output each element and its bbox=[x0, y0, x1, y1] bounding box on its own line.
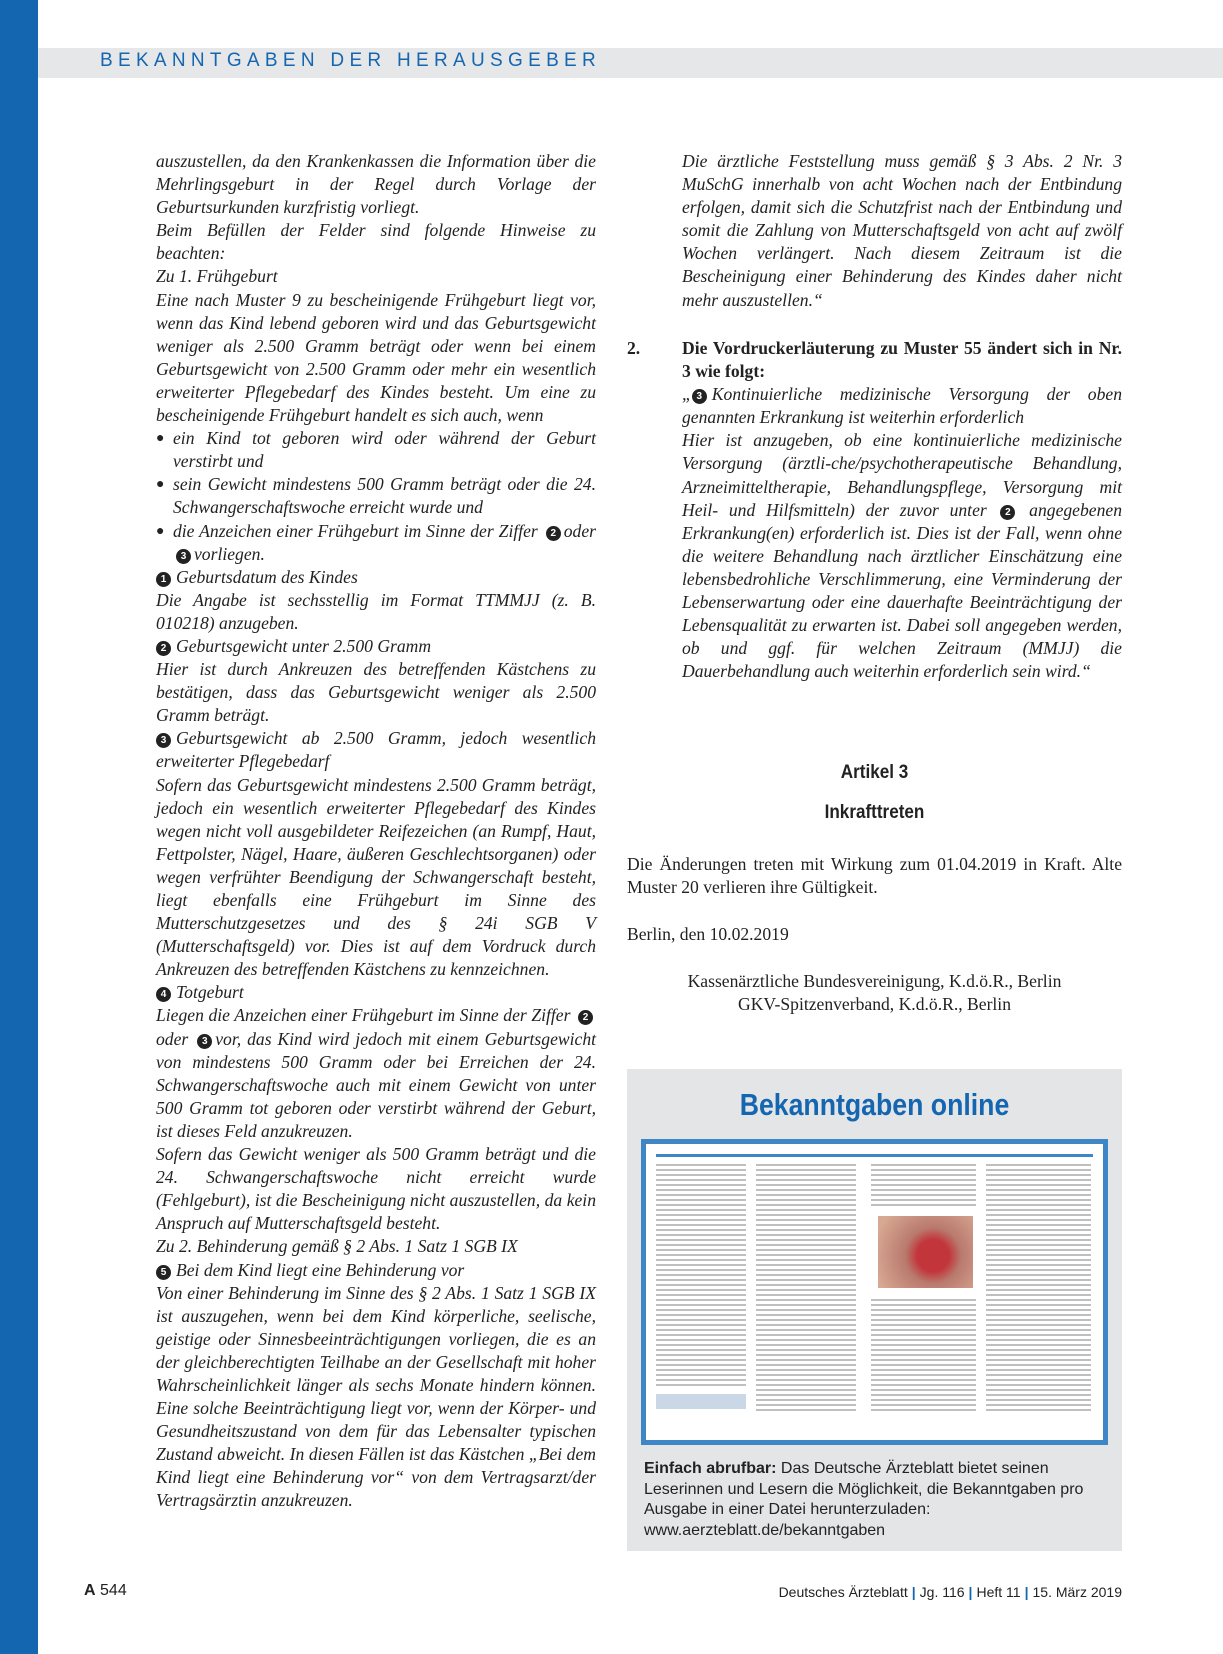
left-column bbox=[156, 150, 596, 1513]
paragraph: Sofern das Gewicht weniger als 500 Gramm beträgt und die 24. Schwangerschaftswoche nicht erreicht wurde (Fehlgeburt), ist die Bescheinigung nicht auszustellen, da kein Anspruch auf Mutterschaftsgeld besteht. bbox=[156, 1144, 596, 1234]
paragraph: Hier ist durch Ankreuzen des betreffenden Kästchens zu bestätigen, dass das Geburtsgewicht weniger als 2.500 Gramm beträgt. bbox=[156, 659, 596, 726]
list-item: ● die Anzeichen einer Frühgeburt im Sinne der Ziffer 2 oder 3 vorliegen. bbox=[156, 520, 596, 566]
circled-number-4-icon: 4 bbox=[156, 987, 171, 1002]
item-number: 2. bbox=[627, 338, 641, 358]
field-heading: 4 Totgeburt bbox=[156, 981, 596, 1004]
paragraph: Eine nach Muster 9 zu bescheinigende Frühgeburt liegt vor, wenn das Kind lebend geboren wird und das Geburtsgewicht weniger als 2.500 Gramm beträgt oder wenn bei einem Geburtsgewicht von 2.500 Gramm oder mehr ein wesentlich erweiterter Pflegebedarf des Kindes besteht. Um eine zu bescheinigende Frühgeburt handelt es sich auch, wenn bbox=[156, 289, 596, 426]
effective-text: Die Änderungen treten mit Wirkung zum 01.04.2019 in Kraft. Alte Muster 20 verlieren ihre Gültigkeit. bbox=[627, 854, 1122, 898]
list-item: ● sein Gewicht mindestens 500 Gramm beträgt oder die 24. Schwangerschaftswoche erreicht wurde und bbox=[156, 473, 596, 519]
circled-number-1-icon: 1 bbox=[156, 572, 171, 587]
bullet-icon: ● bbox=[156, 523, 165, 539]
circled-number-2-icon: 2 bbox=[578, 1010, 593, 1025]
article-title: Inkrafttreten bbox=[824, 802, 925, 823]
promo-box bbox=[627, 1069, 1122, 1551]
paragraph: Hier ist anzugeben, ob eine kontinuierliche medizinische Versorgung (ärztli-che/psychotherapeutische Behandlung, Arzneimitteltherapie, Behandlungspflege, Versorgung mit Heil- und Hilfsmitteln) der zuvor unter 2 angegebenen Erkrankung(en) erforderlich ist. Dies ist der Fall, wenn ohne die weitere Behandlung nach ärztlicher Einschätzung eine lebensbedrohliche Verschlimmerung, eine Verminderung der Lebenserwartung oder eine dauerhafte Beeinträchtigung der Lebensqualität zu erwarten ist. Dabei soll angegeben werden, ob und ggf. für welchen Zeitraum (MMJJ) die Dauerbehandlung auch weiterhin erforderlich sein wird.“ bbox=[682, 430, 1122, 682]
field-heading: 5 Bei dem Kind liegt eine Behinderung vor bbox=[156, 1259, 596, 1282]
place-date: Berlin, den 10.02.2019 bbox=[627, 924, 789, 944]
paragraph: Sofern das Geburtsgewicht mindestens 2.500 Gramm beträgt, jedoch ein wesentlich erweiterter Pflegebedarf des Kindes wegen nicht voll ausgebildeter Reifezeichen (an Rumpf, Haut, Fettpolster, Nägel, Haare, äußeren Geschlechtsorganen) oder wegen verfrühter Beendigung der Schwangerschaft besteht, liegt ebenfalls eine Frühgeburt im Sinne des Mutterschutzgesetzes und des § 24i SGB V (Mutterschaftsgeld) vor. Dies ist auf dem Vordruck durch Ankreuzen des betreffenden Kästchens zu kennzeichnen. bbox=[156, 774, 596, 980]
thumbnail-photo bbox=[878, 1216, 973, 1288]
list-item: ● ein Kind tot geboren wird oder während der Geburt verstirbt und bbox=[156, 427, 596, 473]
field-heading: 2 Geburtsgewicht unter 2.500 Gramm bbox=[156, 635, 596, 658]
paragraph: Beim Befüllen der Felder sind folgende Hinweise zu beachten: bbox=[156, 220, 596, 264]
quote-heading: „ 3 Kontinuierliche medizinische Versorgung der oben genannten Erkrankung ist weiterhin erforderlich bbox=[682, 384, 1122, 428]
circled-number-5-icon: 5 bbox=[156, 1265, 171, 1280]
article-label: Artikel 3 bbox=[840, 762, 909, 783]
field-heading: 3 Geburtsgewicht ab 2.500 Gramm, jedoch wesentlich erweiterter Pflegebedarf bbox=[156, 728, 596, 772]
page-number: A 544 bbox=[84, 1582, 127, 1599]
left-accent-bar bbox=[0, 0, 38, 1654]
circled-number-2-icon: 2 bbox=[1000, 505, 1015, 520]
journal-info: Deutsches Ärzteblatt | Jg. 116 | Heft 11 | 15. März 2019 bbox=[778, 1584, 1122, 1600]
promo-caption: Einfach abrufbar: Das Deutsche Ärzteblatt bietet seinen Leserinnen und Lesern die Möglichkeit, die Bekanntgaben pro Ausgabe in einer Datei herunterzuladen: www.aerzteblatt.de/bekanntgaben bbox=[644, 1460, 1084, 1539]
circled-number-3-icon: 3 bbox=[156, 733, 171, 748]
section-title: BEKANNTGABEN DER HERAUSGEBER bbox=[100, 50, 602, 71]
subheading: Zu 2. Behinderung gemäß § 2 Abs. 1 Satz 1 SGB IX bbox=[156, 1236, 518, 1257]
paragraph: Die ärztliche Feststellung muss gemäß § 3 Abs. 2 Nr. 3 MuSchG innerhalb von acht Wochen nach der Entbindung erfolgen, damit sich die Schutzfrist nach der Entbindung und somit die Zahlung von Mutterschaftsgeld von acht auf zwölf Wochen verlängert. Nach diesem Zeitraum ist die Bescheinigung einer Behinderung des Kindes daher nicht mehr auszustellen.“ bbox=[682, 151, 1122, 310]
publication-thumbnail[interactable] bbox=[641, 1139, 1108, 1445]
item-heading: Die Vordruckerläuterung zu Muster 55 ändert sich in Nr. 3 wie folgt: bbox=[682, 338, 1122, 382]
circled-number-2-icon: 2 bbox=[546, 526, 561, 541]
paragraph: Von einer Behinderung im Sinne des § 2 Abs. 1 Satz 1 SGB IX ist auszugehen, wenn bei dem Kind körperliche, seelische, geistige oder Sinnesbeeinträchtigungen vorliegen, die es an der gleichberechtigten Teilhabe an der Gesellschaft mit hoher Wahrscheinlichkeit länger als sechs Monate hindern können. Eine solche Beeinträchtigung liegt vor, wenn der Körper- und Gesundheitszustand von dem für das Lebensalter typischen Zustand abweicht. In diesen Fällen ist das Kästchen „Bei dem Kind liegt eine Behinderung vor“ von dem Vertragsarzt/der Vertragsärztin anzukreuzen. bbox=[156, 1282, 596, 1511]
right-column-quote bbox=[682, 150, 1122, 312]
circled-number-3-icon: 3 bbox=[176, 549, 191, 564]
numbered-item bbox=[627, 337, 1122, 683]
subheading: Zu 1. Frühgeburt bbox=[156, 266, 278, 287]
circled-number-3-icon: 3 bbox=[197, 1034, 212, 1049]
paragraph: Liegen die Anzeichen einer Frühgeburt im Sinne der Ziffer 2oder 3 vor, das Kind wird jedoch mit einem Geburtsgewicht von mindestens 500 Gramm oder bei Erreichen der 24. Schwangerschaftswoche auch mit einem Gewicht von unter 500 Gramm tot geboren oder verstirbt während der Geburt, ist dieses Feld anzukreuzen. bbox=[156, 1005, 597, 1141]
paragraph: auszustellen, da den Krankenkassen die Information über die Mehrlingsgeburt in der Regel durch Vorlage der Geburtsurkunden kurzfristig vorliegt. bbox=[156, 151, 596, 218]
promo-title: Bekanntgaben online bbox=[739, 1087, 1010, 1122]
signatory: Kassenärztliche Bundesvereinigung, K.d.ö.R., Berlin bbox=[687, 971, 1062, 991]
paragraph: Die Angabe ist sechsstellig im Format TTMMJJ (z. B. 010218) anzugeben. bbox=[156, 589, 596, 633]
bullet-icon: ● bbox=[156, 431, 165, 447]
circled-number-2-icon: 2 bbox=[156, 641, 171, 656]
circled-number-3-icon: 3 bbox=[692, 389, 707, 404]
bullet-icon: ● bbox=[156, 477, 165, 493]
field-heading: 1 Geburtsdatum des Kindes bbox=[156, 566, 596, 589]
signatory: GKV-Spitzenverband, K.d.ö.R., Berlin bbox=[738, 994, 1011, 1014]
